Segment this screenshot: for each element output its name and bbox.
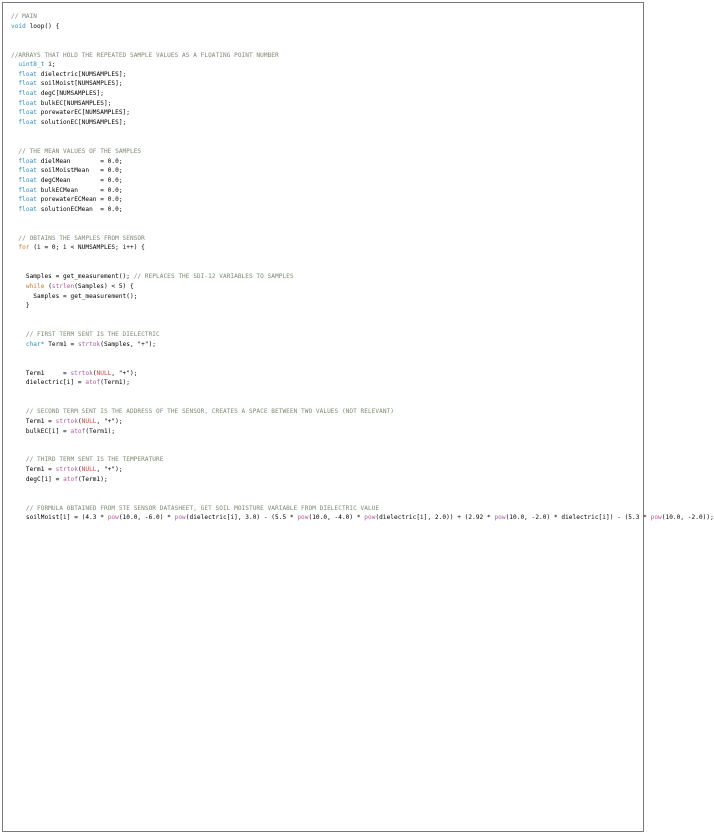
code-line	[11, 51, 635, 61]
code-token: (Term1);	[85, 427, 116, 435]
code-line	[11, 147, 635, 157]
code-token: float	[11, 186, 41, 194]
code-token: dielMean = 0.0;	[40, 157, 123, 165]
code-token: pow	[364, 514, 376, 522]
code-token: float	[11, 99, 41, 107]
code-token: strtok	[77, 340, 101, 348]
code-line	[11, 378, 635, 388]
code-line	[11, 513, 714, 523]
code-token: (	[77, 466, 82, 474]
code-line	[11, 31, 635, 41]
code-token: char*	[11, 340, 49, 348]
code-token: atof	[85, 379, 101, 387]
code-token: while	[11, 282, 49, 290]
code-token: float	[11, 80, 41, 88]
code-line	[11, 128, 635, 138]
code-token: (dielectric[i], 2.0)) + (2.92 *	[375, 514, 495, 522]
code-line	[11, 359, 635, 369]
code-token: Term1 =	[11, 466, 56, 474]
code-token: // THE MEAN VALUES OF THE SAMPLES	[11, 147, 142, 155]
code-line	[11, 157, 635, 167]
code-token: bulkEC[i] =	[11, 427, 71, 435]
code-token: float	[11, 167, 41, 175]
code-token: float	[11, 119, 41, 127]
code-token: float	[11, 176, 41, 184]
code-line	[11, 70, 635, 80]
code-line	[11, 417, 635, 427]
code-token: porewaterECMean = 0.0;	[40, 196, 123, 204]
code-token: pow	[494, 514, 506, 522]
code-token: }	[11, 302, 30, 310]
code-token: strtok	[55, 466, 78, 474]
code-line	[11, 475, 635, 485]
code-line	[11, 504, 635, 514]
code-token: (	[92, 369, 97, 377]
code-line	[11, 340, 635, 350]
code-token: float	[11, 109, 41, 117]
code-line	[11, 272, 635, 282]
code-token: , "+");	[96, 417, 123, 425]
code-line	[11, 427, 635, 437]
code-token: // MAIN	[11, 13, 38, 20]
code-line	[11, 369, 635, 379]
code-token: strlen	[51, 282, 75, 290]
code-token: (dielectric[i], 3.0) - (5.5 *	[185, 514, 298, 522]
code-line	[11, 388, 635, 398]
code-line	[11, 398, 635, 408]
code-token: atof	[70, 427, 86, 435]
code-token: (10.0, -2.0) * dielectric[i]) - (5.3 *	[505, 514, 651, 522]
code-token: void	[11, 22, 30, 30]
code-line	[11, 205, 635, 215]
code-token: solutionEC[NUMSAMPLES];	[40, 119, 127, 127]
code-token: bulkECMean = 0.0;	[40, 186, 123, 194]
code-line	[11, 484, 635, 494]
code-line	[11, 436, 635, 446]
code-token: // FIRST TERM SENT IS THE DIELECTRIC	[11, 331, 160, 339]
code-token: soilMoist[i] = (4.3 *	[11, 514, 108, 522]
code-token: dielectric[NUMSAMPLES];	[40, 70, 127, 78]
code-listing-frame	[2, 2, 714, 832]
code-token: degC[NUMSAMPLES];	[40, 90, 104, 98]
code-line	[11, 137, 635, 147]
code-token: , "+");	[96, 466, 123, 474]
code-line	[11, 22, 635, 32]
code-line	[11, 79, 635, 89]
code-token: (Samples) < 5) {	[74, 282, 134, 290]
code-token: strtok	[70, 369, 93, 377]
code-line	[11, 349, 635, 359]
code-line	[11, 108, 635, 118]
code-line	[11, 195, 635, 205]
code-token: (10.0, -2.0));	[661, 514, 714, 522]
code-line	[11, 89, 635, 99]
code-line	[11, 455, 635, 465]
code-token: Samples = get_measurement();	[11, 273, 134, 281]
code-token: float	[11, 90, 41, 98]
code-token: for	[11, 244, 34, 252]
code-token: // REPLACES THE SDI-12 VARIABLES TO SAMPLES	[133, 273, 294, 281]
code-token: degCMean = 0.0;	[40, 176, 123, 184]
code-line	[11, 118, 635, 128]
code-token: (10.0, -4.0) *	[308, 514, 365, 522]
code-token: Term1 =	[48, 340, 78, 348]
code-token: float	[11, 70, 41, 78]
code-token: , "+");	[111, 369, 138, 377]
code-token: float	[11, 196, 41, 204]
code-token: (10.0, -6.0) *	[118, 514, 175, 522]
code-token: (	[48, 282, 52, 290]
code-token: atof	[63, 475, 78, 483]
code-listing-body	[3, 3, 714, 523]
code-line	[11, 186, 635, 196]
code-token: (Term1);	[77, 475, 108, 483]
code-token: // OBTAINS THE SAMPLES FROM SENSOR	[11, 234, 145, 242]
code-token: porewaterEC[NUMSAMPLES];	[40, 109, 130, 117]
code-line	[11, 494, 635, 504]
code-line	[11, 263, 635, 273]
code-line	[11, 176, 635, 186]
code-token: // THIRD TERM SENT IS THE TEMPERATURE	[11, 456, 164, 464]
code-token: bulkEC[NUMSAMPLES];	[40, 99, 112, 107]
code-token: (i = 0; i < NUMSAMPLES; i++) {	[33, 244, 145, 252]
code-token: loop() {	[29, 22, 60, 30]
code-token: // SECOND TERM SENT IS THE ADDRESS OF THE SENSOR, CREATES A SPACE BETWEEN TWO VALUES (NOT RELEVANT)	[11, 408, 395, 416]
code-token: (Term1);	[100, 379, 130, 387]
code-token: (Samples, "+");	[100, 340, 157, 348]
code-token: //ARRAYS THAT HOLD THE REPEATED SAMPLE VALUES AS A FLOATING POINT NUMBER	[11, 51, 279, 59]
code-line	[11, 330, 635, 340]
code-token: float	[11, 205, 41, 213]
code-token: NULL	[81, 417, 97, 425]
code-line	[11, 12, 635, 22]
code-line	[11, 253, 635, 263]
code-line	[11, 407, 635, 417]
code-token: (	[77, 417, 82, 425]
code-token: strtok	[55, 417, 78, 425]
code-token: pow	[650, 514, 662, 522]
code-token: soilMoist[NUMSAMPLES];	[40, 80, 123, 88]
code-line	[11, 224, 635, 234]
code-token: NULL	[96, 369, 112, 377]
code-token: NULL	[81, 466, 97, 474]
code-line	[11, 243, 635, 253]
code-line	[11, 321, 635, 331]
code-line	[11, 234, 635, 244]
code-token: Term1 =	[11, 417, 56, 425]
code-line	[11, 99, 635, 109]
code-token: Term1 =	[11, 369, 71, 377]
code-token: dielectric[i] =	[11, 379, 86, 387]
code-token: pow	[174, 514, 186, 522]
code-line	[11, 301, 635, 311]
code-token: // FORMULA OBTAINED FROM 5TE SENSOR DATASHEET, GET SOIL MOISTURE VARIABLE FROM DIELECTRIC VALUE	[11, 504, 380, 512]
code-token: i;	[48, 61, 56, 69]
code-token: solutionECMean = 0.0;	[40, 205, 123, 213]
code-token: Samples = get_measurement();	[11, 292, 138, 300]
code-line	[11, 166, 635, 176]
code-token: uint8_t	[11, 61, 49, 69]
code-token: float	[11, 157, 41, 165]
code-token: soilMoistMean = 0.0;	[40, 167, 123, 175]
code-line	[11, 282, 635, 292]
code-token: pow	[297, 514, 309, 522]
code-line	[11, 446, 635, 456]
code-line	[11, 292, 635, 302]
code-line	[11, 311, 635, 321]
code-line	[11, 214, 635, 224]
code-token: pow	[107, 514, 119, 522]
code-line	[11, 41, 635, 51]
code-line	[11, 60, 635, 70]
code-token: degC[i] =	[11, 475, 64, 483]
code-line	[11, 465, 635, 475]
